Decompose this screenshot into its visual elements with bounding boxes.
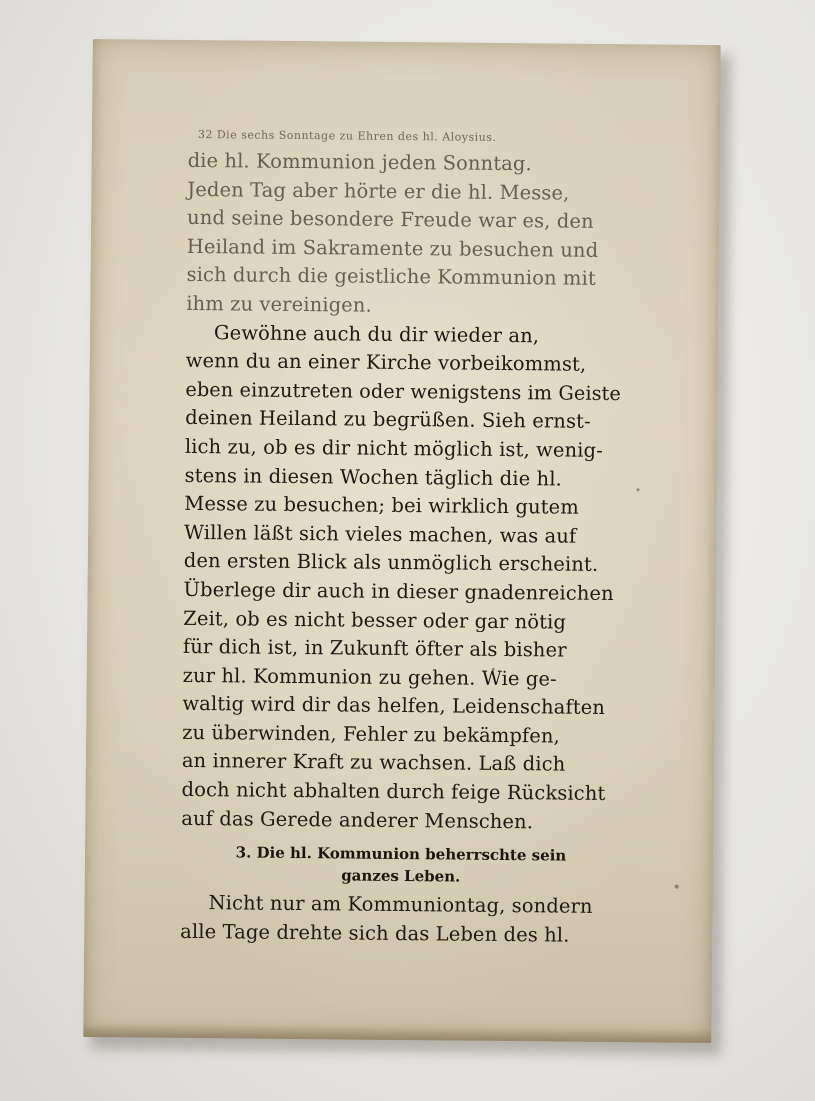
text-line: Nicht nur am Kommuniontag, sondern: [208, 891, 593, 919]
text-line: auf das Gerede anderer Menschen.: [181, 806, 534, 833]
heading-line: 3. Die hl. Kommunion beherrschte sein: [235, 843, 567, 865]
text-line: zur hl. Kommunion zu gehen. Wie ge-: [182, 663, 557, 691]
text-line: den ersten Blick als unmöglich erscheint.: [183, 549, 599, 577]
text-line: stens in diesen Wochen täglich die hl.: [184, 463, 563, 491]
text-line: alle Tage drehte sich das Leben des hl.: [180, 919, 570, 947]
paper-speck: [636, 488, 639, 491]
text-line: eben einzutreten oder wenigstens im Geiste: [185, 377, 622, 405]
text-line: Willen läßt sich vieles machen, was auf: [183, 520, 577, 548]
page-content: [180, 128, 628, 951]
text-line: die hl. Kommunion jeden Sonntag.: [187, 148, 532, 176]
booklet-page: [83, 39, 721, 1043]
text-line: doch nicht abhalten durch feige Rücksicht: [181, 777, 606, 806]
paper-speck: [675, 885, 679, 889]
text-line: Jeden Tag aber hörte er die hl. Messe,: [187, 177, 570, 205]
text-line: für dich ist, in Zukunft öfter als bisher: [182, 634, 567, 662]
text-line: Gewöhne auch du dir wieder an,: [213, 320, 540, 347]
text-line: an innerer Kraft zu wachsen. Laß dich: [181, 749, 566, 777]
text-line: wenn du an einer Kirche vorbeikommst,: [185, 349, 587, 376]
text-line: waltig wird dir das helfen, Leidenschaften: [182, 692, 606, 720]
text-line: Überlege dir auch in dieser gnadenreichen: [183, 577, 614, 605]
text-line: Zeit, ob es nicht besser oder gar nötig: [183, 606, 567, 634]
text-line: deinen Heiland zu begrüßen. Sieh ernst-: [185, 406, 591, 434]
heading-line: ganzes Leben.: [341, 866, 461, 886]
text-line: lich zu, ob es dir nicht möglich ist, wenig-: [184, 434, 603, 462]
text-line: ihm zu vereinigen.: [186, 291, 372, 317]
running-head: 32 Die sechs Sonntage zu Ehren des hl. Aloysius.: [197, 128, 497, 144]
section-heading: [181, 841, 621, 889]
text-line: und seine besondere Freude war es, den: [186, 206, 594, 234]
text-line: sich durch die geistliche Kommunion mit: [186, 263, 596, 291]
text-line: Heiland im Sakramente zu besuchen und: [186, 234, 599, 262]
paragraph-2: [181, 318, 626, 837]
text-line: Messe zu besuchen; bei wirklich gutem: [184, 492, 579, 519]
paragraph-1: [186, 147, 628, 323]
paragraph-3: [180, 889, 621, 950]
text-line: zu überwinden, Fehler zu bekämpfen,: [182, 720, 560, 748]
